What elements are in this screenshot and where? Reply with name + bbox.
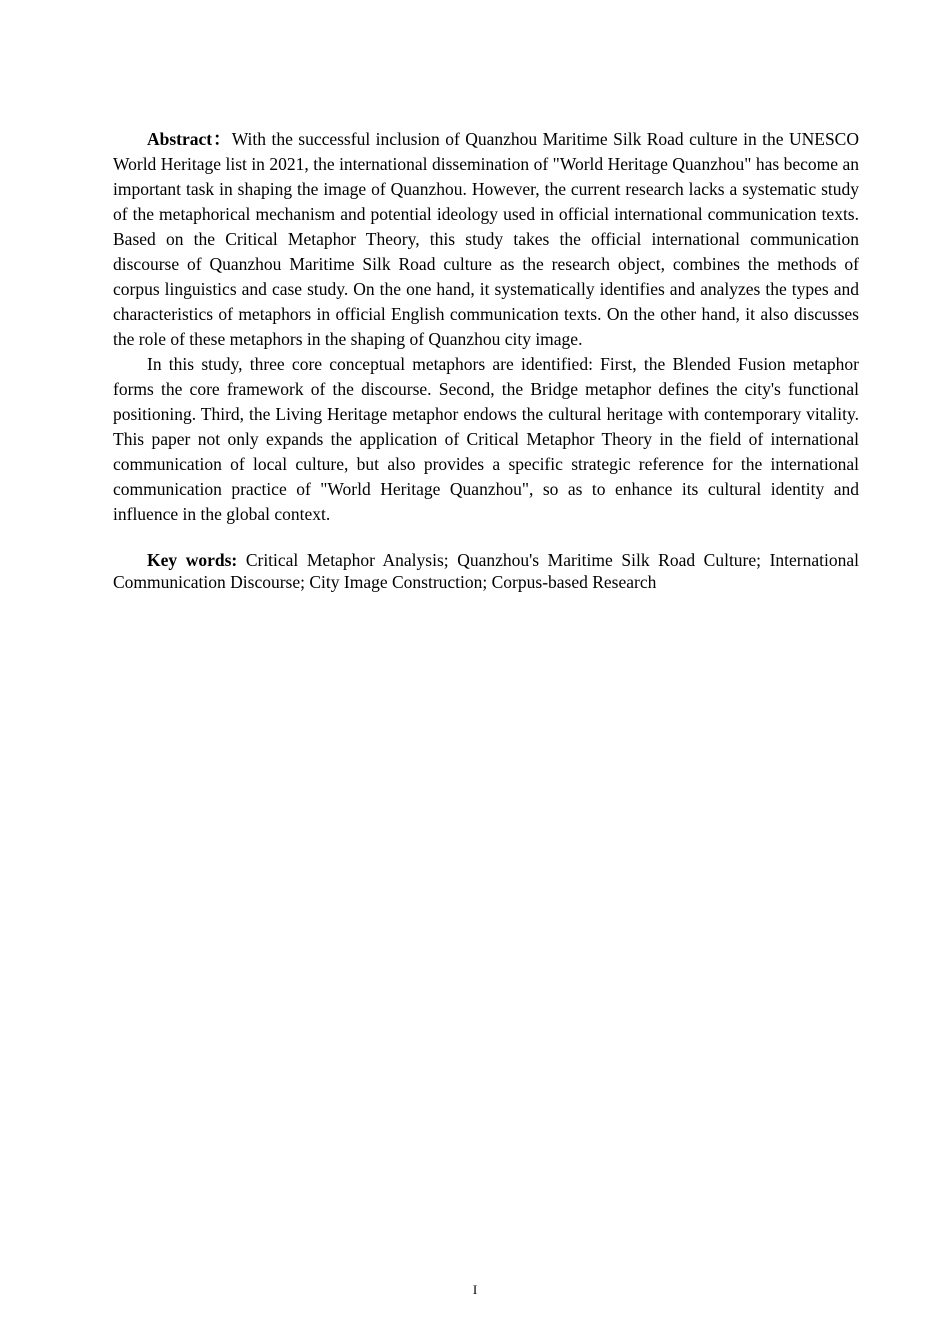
abstract-section [113, 127, 859, 593]
page-number: I [472, 1282, 478, 1297]
abstract-paragraph-2: In this study, three core conceptual metaphors are identified: First, the Blended Fusion metaphor forms the core framework of the discourse. Second, the Bridge metaphor defines the city's functional positioning. Third, the Living Heritage metaphor endows the cultural heritage with contemporary vitality. This paper not only expands the application of Critical Metaphor Theory in the field of international communication of local culture, but also provides a specific strategic reference for the international communication practice of "World Heritage Quanzhou", so as to enhance its cultural identity and influence in the global context. [113, 354, 859, 524]
keywords-text: Critical Metaphor Analysis; Quanzhou's Maritime Silk Road Culture; International Communication Discourse; City Image Construction; Corpus-based Research [113, 550, 860, 592]
keywords-label: Key words: [147, 550, 238, 570]
abstract-paragraph-1-text: With the successful inclusion of Quanzhou Maritime Silk Road culture in the UNESCO World Heritage list in 2021, the international dissemination of "World Heritage Quanzhou" has become an important task in shaping the image of Quanzhou. However, the current research lacks a systematic study of the metaphorical mechanism and potential ideology used in official international communication texts. Based on the Critical Metaphor Theory, this study takes the official international communication discourse of Quanzhou Maritime Silk Road culture as the research object, combines the methods of corpus linguistics and case study. On the one hand, it systematically identifies and analyzes the types and characteristics of metaphors in official English communication texts. On the other hand, it also discusses the role of these metaphors in the shaping of Quanzhou city image. [113, 129, 859, 349]
keywords-line [113, 549, 859, 593]
abstract-paragraph-1 [113, 127, 859, 352]
abstract-label: Abstract： [147, 129, 232, 149]
